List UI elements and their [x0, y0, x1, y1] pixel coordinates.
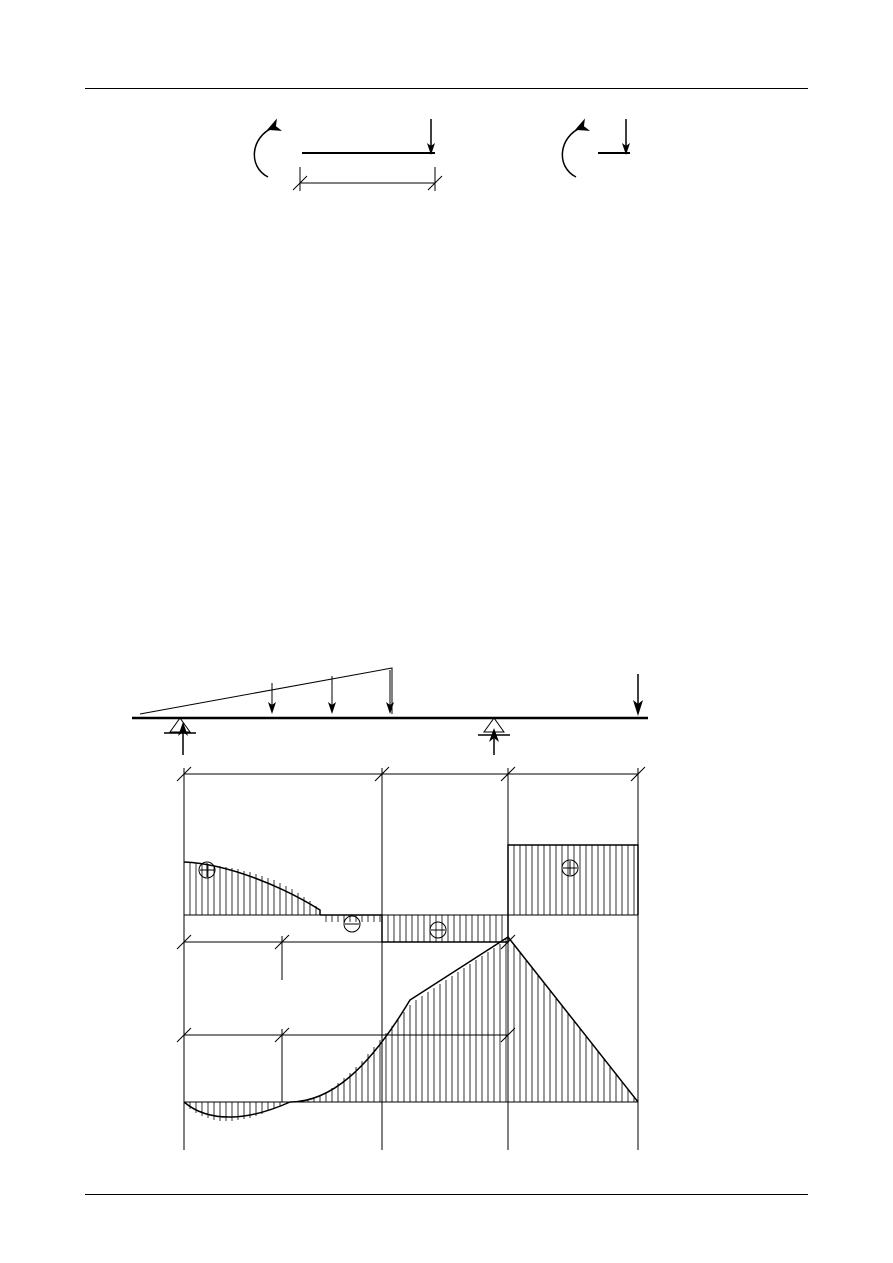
moment-arrow-left — [254, 127, 274, 177]
triangular-distributed-load — [140, 668, 394, 714]
moment-arrow-right — [562, 127, 582, 177]
header-rule — [85, 88, 808, 89]
main-figure — [120, 650, 700, 1170]
region-negative-mid-1-marker — [344, 916, 360, 932]
point-load-arrow-right — [622, 119, 630, 155]
reference-lines — [184, 768, 638, 1150]
dimension-line-left — [293, 167, 442, 191]
span-dimension-top — [177, 767, 645, 781]
point-load-arrow-left — [427, 119, 435, 155]
point-load-end — [633, 674, 643, 716]
region-positive-right-marker — [562, 860, 578, 876]
top-figure — [230, 105, 660, 215]
footer-rule — [85, 1194, 808, 1195]
region-positive-left-marker — [199, 862, 215, 878]
shear-force-diagram — [184, 845, 638, 942]
region-negative-mid-2-marker — [430, 922, 446, 938]
bending-moment-diagram — [184, 937, 638, 1121]
